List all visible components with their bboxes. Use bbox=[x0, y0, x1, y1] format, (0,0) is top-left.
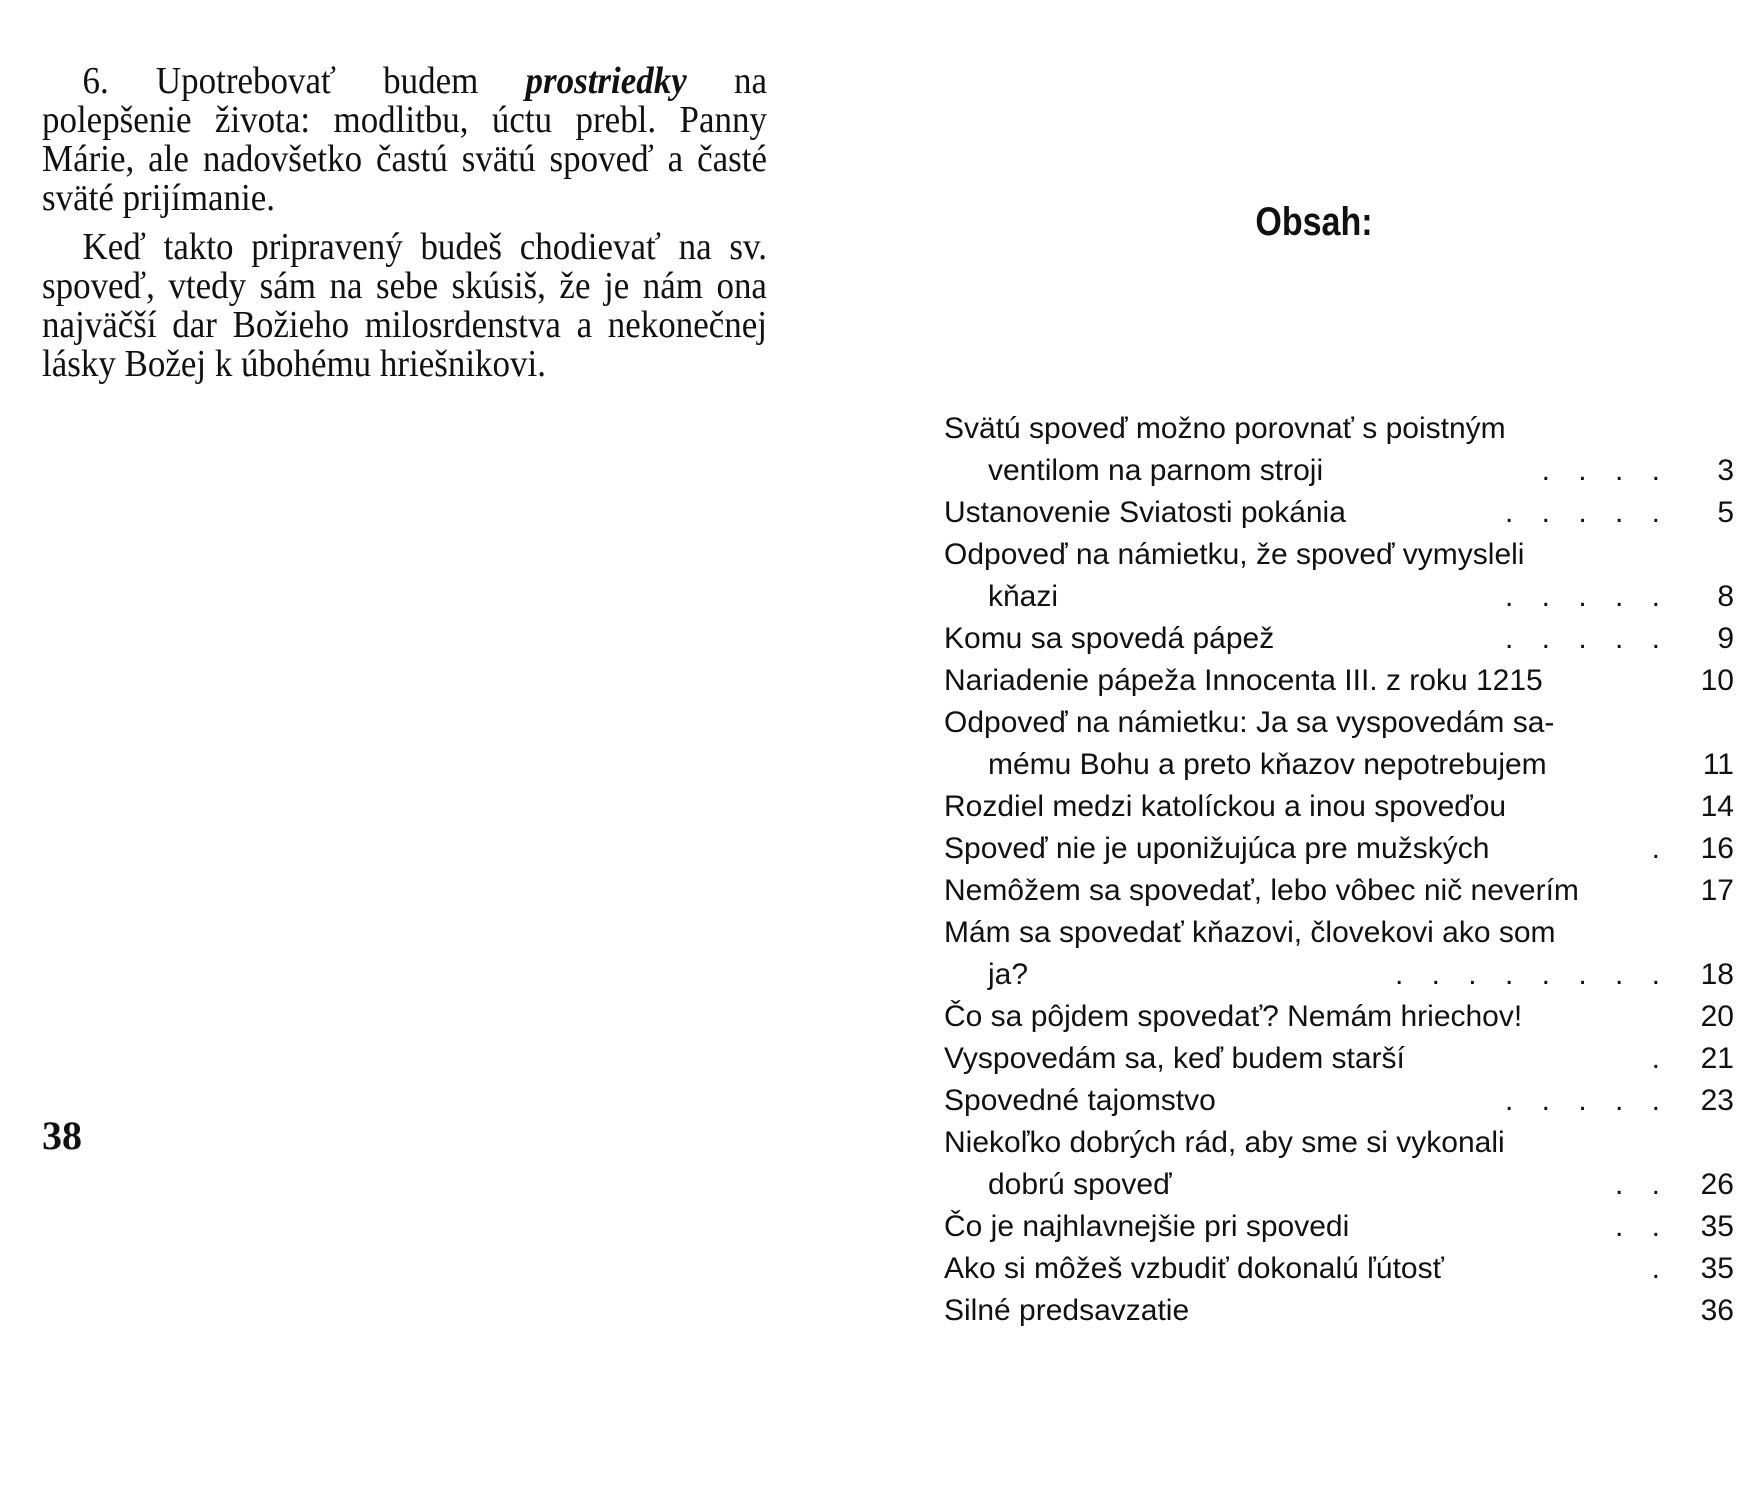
toc-line bbox=[944, 660, 1734, 702]
toc-entry bbox=[944, 870, 1734, 912]
toc-page-number: 20 bbox=[1700, 1000, 1734, 1033]
toc-leader-dots: . bbox=[1651, 1042, 1670, 1075]
toc-entry-title: Čo sa pôjdem spovedať? Nemám hriechov! bbox=[944, 1000, 1523, 1033]
toc-line bbox=[944, 702, 1734, 744]
toc-entry-title: Odpoveď na námietku: Ja sa vyspovedám sa- bbox=[944, 706, 1555, 739]
toc-line bbox=[944, 954, 1734, 996]
toc-leader-dots: . . . . . bbox=[1504, 622, 1670, 655]
toc-entry-title: Spoveď nie je uponižujúca pre mužských bbox=[944, 832, 1490, 865]
toc-entry bbox=[944, 534, 1734, 618]
toc-entry-title: dobrú spoveď bbox=[988, 1168, 1172, 1201]
toc-line bbox=[944, 744, 1734, 786]
toc-line bbox=[944, 576, 1734, 618]
toc-page-number: 16 bbox=[1700, 832, 1734, 865]
toc-leader-dots: . . . . bbox=[1541, 454, 1670, 487]
toc-entry-title: Niekoľko dobrých rád, aby sme si vykonali bbox=[944, 1126, 1505, 1159]
toc-line bbox=[944, 828, 1734, 870]
toc-entry bbox=[944, 1248, 1734, 1290]
toc-entry-title: Nemôžem sa spovedať, lebo vôbec nič neverím bbox=[944, 874, 1579, 907]
toc-page-number: 11 bbox=[1702, 748, 1734, 781]
toc-line bbox=[944, 1080, 1734, 1122]
right-page bbox=[876, 0, 1752, 1500]
toc-page-number: 14 bbox=[1700, 790, 1734, 823]
toc-entry bbox=[944, 912, 1734, 996]
toc-entry-title: Nariadenie pápeža Innocenta III. z roku 1215 bbox=[944, 664, 1543, 697]
toc-page-number: 17 bbox=[1700, 874, 1734, 907]
toc-entry-title: Silné predsavzatie bbox=[944, 1294, 1190, 1327]
toc-entry bbox=[944, 1038, 1734, 1080]
toc-page-number: 36 bbox=[1700, 1294, 1734, 1327]
toc-title: Obsah: bbox=[1255, 200, 1373, 244]
toc-line bbox=[944, 408, 1734, 450]
toc-leader-dots: . . . . . bbox=[1504, 1084, 1670, 1117]
toc-line bbox=[944, 492, 1734, 534]
toc-page-number: 5 bbox=[1717, 496, 1734, 529]
toc-line bbox=[944, 1164, 1734, 1206]
toc-line bbox=[944, 618, 1734, 660]
toc-entry-title: Ako si môžeš vzbudiť dokonalú ľútosť bbox=[944, 1252, 1444, 1285]
toc-page-number: 8 bbox=[1717, 580, 1734, 613]
toc-line bbox=[944, 870, 1734, 912]
paragraph-closing: Keď takto pripravený budeš chodievať na sv. spoveď, vtedy sám na sebe skúsiš, že je nám ona najväčší dar Božieho milosrdenstva a nekonečnej lásky Božej k úbohému hriešnikovi. bbox=[42, 226, 767, 385]
toc-entry bbox=[944, 702, 1734, 786]
toc-entry bbox=[944, 996, 1734, 1038]
toc-entry bbox=[944, 1122, 1734, 1206]
emphasis: prostriedky bbox=[525, 60, 687, 102]
paragraph-number: 6. bbox=[82, 60, 156, 102]
toc-line bbox=[944, 1122, 1734, 1164]
toc-page-number: 23 bbox=[1700, 1084, 1734, 1117]
table-of-contents bbox=[944, 408, 1734, 1332]
toc-leader-dots: . . . . . bbox=[1504, 580, 1670, 613]
toc-leader-dots: . bbox=[1651, 832, 1670, 865]
toc-entry bbox=[944, 828, 1734, 870]
toc-entry-title: Mám sa spovedať kňazovi, človekovi ako som bbox=[944, 916, 1556, 949]
paragraph-6 bbox=[42, 62, 767, 218]
toc-line bbox=[944, 534, 1734, 576]
toc-page-number: 35 bbox=[1700, 1252, 1734, 1285]
toc-entry bbox=[944, 1290, 1734, 1332]
toc-entry bbox=[944, 1080, 1734, 1122]
body-text bbox=[42, 62, 767, 394]
toc-line bbox=[944, 450, 1734, 492]
toc-entry-title: Rozdiel medzi katolíckou a inou spoveďou bbox=[944, 790, 1507, 823]
toc-page-number: 26 bbox=[1700, 1168, 1734, 1201]
toc-entry-title: Čo je najhlavnejšie pri spovedi bbox=[944, 1210, 1350, 1243]
toc-leader-dots: . . . . . bbox=[1504, 496, 1670, 529]
toc-page-number: 10 bbox=[1700, 664, 1734, 697]
toc-leader-dots: . bbox=[1651, 1252, 1670, 1285]
toc-entry-title: Odpoveď na námietku, že spoveď vymysleli bbox=[944, 538, 1525, 571]
toc-line bbox=[944, 1248, 1734, 1290]
toc-entry bbox=[944, 660, 1734, 702]
toc-entry-title: kňazi bbox=[988, 580, 1059, 613]
toc-line bbox=[944, 786, 1734, 828]
toc-page-number: 9 bbox=[1717, 622, 1734, 655]
toc-page-number: 3 bbox=[1717, 454, 1734, 487]
page-number: 38 bbox=[42, 1113, 82, 1158]
toc-line bbox=[944, 1206, 1734, 1248]
toc-entry-title: ja? bbox=[988, 958, 1029, 991]
toc-page-number: 18 bbox=[1700, 958, 1734, 991]
toc-entry bbox=[944, 786, 1734, 828]
toc-line bbox=[944, 912, 1734, 954]
toc-entry bbox=[944, 492, 1734, 534]
toc-entry-title: ventilom na parnom stroji bbox=[988, 454, 1324, 487]
toc-entry-title: Spovedné tajomstvo bbox=[944, 1084, 1216, 1117]
toc-entry-title: Svätú spoveď možno porovnať s poistným bbox=[944, 412, 1506, 445]
toc-entry bbox=[944, 618, 1734, 660]
toc-entry bbox=[944, 1206, 1734, 1248]
toc-page-number: 35 bbox=[1700, 1210, 1734, 1243]
toc-line bbox=[944, 1038, 1734, 1080]
paragraph-text: Upotrebovať budem bbox=[155, 60, 526, 102]
toc-entry-title: Ustanovenie Sviatosti pokánia bbox=[944, 496, 1346, 529]
toc-page-number: 21 bbox=[1700, 1042, 1734, 1075]
toc-leader-dots: . . bbox=[1614, 1210, 1670, 1243]
toc-line bbox=[944, 996, 1734, 1038]
toc-entry-title: Vyspovedám sa, keď budem starší bbox=[944, 1042, 1405, 1075]
toc-leader-dots: . . . . . . . . bbox=[1394, 958, 1670, 991]
toc-entry-title: Komu sa spovedá pápež bbox=[944, 622, 1275, 655]
toc-entry bbox=[944, 408, 1734, 492]
paragraph-text: na polepšenie života: modlitbu, úctu prebl. Panny Márie, ale nadovšetko častú svätú spoveď a časté sväté prijímanie. bbox=[42, 60, 767, 219]
toc-entry-title: mému Bohu a preto kňazov nepotrebujem bbox=[988, 748, 1547, 781]
toc-leader-dots: . . bbox=[1614, 1168, 1670, 1201]
toc-line bbox=[944, 1290, 1734, 1332]
